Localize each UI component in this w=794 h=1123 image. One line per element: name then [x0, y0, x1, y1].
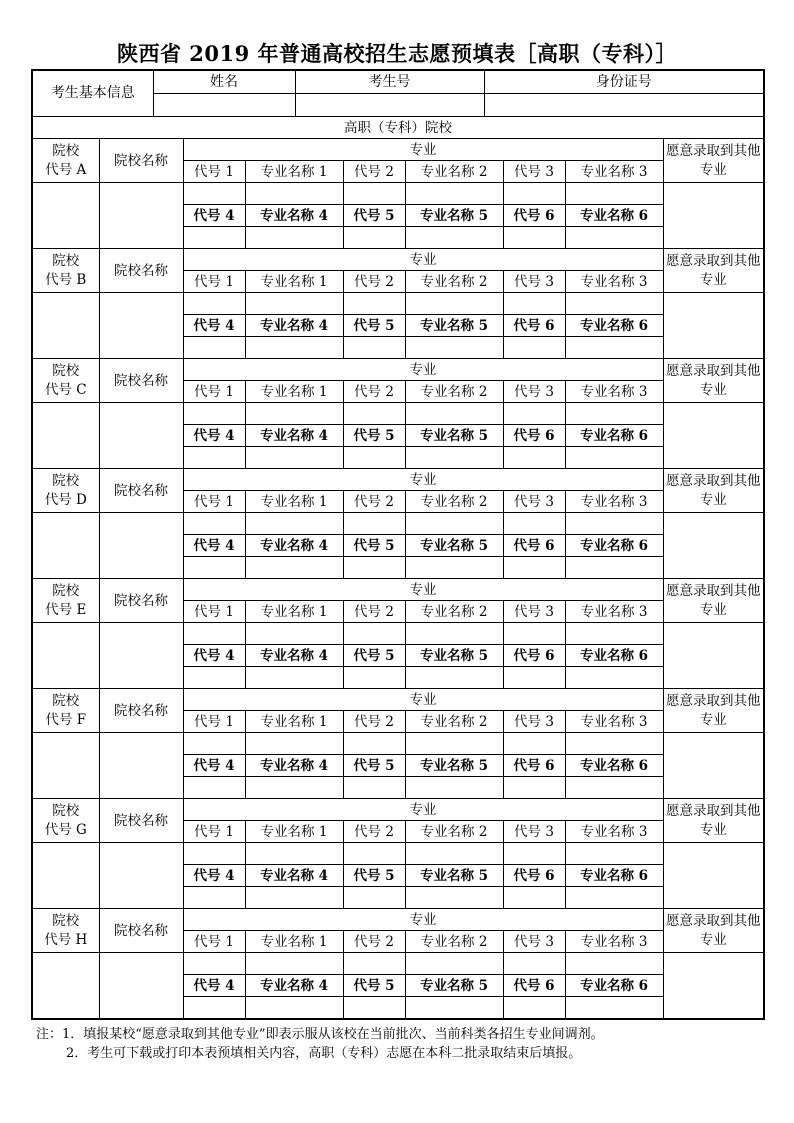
- major-header-c-4: 专业名称 2: [405, 381, 503, 403]
- major-field-c-6[interactable]: [343, 447, 405, 469]
- major-field-f-5[interactable]: [245, 777, 343, 799]
- school-code: 代号 A: [45, 161, 87, 178]
- major-field-g-8[interactable]: [503, 887, 565, 909]
- major-header-a-7: 专业名称 5: [405, 205, 503, 227]
- major-header-g-7: 专业名称 5: [405, 865, 503, 887]
- schools-table: [31, 116, 765, 1020]
- exam-number-label: 考生号: [295, 70, 484, 93]
- school-code-field-b[interactable]: [32, 293, 99, 359]
- school-code: 代号 D: [44, 491, 87, 508]
- school-name-field-b[interactable]: [99, 293, 183, 359]
- major-field-d-7[interactable]: [405, 557, 503, 579]
- major-label-g: 专业: [183, 799, 663, 821]
- school-code: 代号 E: [45, 601, 87, 618]
- school-code-label-h: [32, 909, 99, 953]
- major-header-e-5: 代号 3: [503, 601, 565, 623]
- major-label-e: 专业: [183, 579, 663, 601]
- school-name-field-f[interactable]: [99, 733, 183, 799]
- major-header-h-1: 代号 1: [183, 931, 245, 953]
- major-field-g-6[interactable]: [565, 843, 663, 865]
- major-header-f-5: 代号 3: [503, 711, 565, 733]
- major-header-g-4: 代号 4: [183, 865, 245, 887]
- major-field-g-5[interactable]: [245, 887, 343, 909]
- major-field-e-4[interactable]: [405, 623, 503, 645]
- major-field-g-3[interactable]: [343, 843, 405, 865]
- major-field-f-1[interactable]: [183, 733, 245, 755]
- major-header-c-3: 代号 2: [343, 381, 405, 403]
- school-name-label-d: 院校名称: [99, 469, 183, 513]
- major-header-g-9: 专业名称 6: [565, 865, 663, 887]
- major-field-f-6[interactable]: [565, 733, 663, 755]
- school-name-field-d[interactable]: [99, 513, 183, 579]
- adjust-field-g[interactable]: [663, 843, 764, 909]
- adjust-label-e: 愿意录取到其他专业: [663, 579, 764, 623]
- major-header-c-9: 专业名称 6: [565, 425, 663, 447]
- major-field-h-5[interactable]: [245, 997, 343, 1019]
- school-name-field-e[interactable]: [99, 623, 183, 689]
- major-header-c-8: 代号 6: [503, 425, 565, 447]
- major-header-b-7: 专业名称 5: [405, 315, 503, 337]
- major-field-a-3[interactable]: [343, 183, 405, 205]
- major-header-c-7: 专业名称 5: [405, 425, 503, 447]
- adjust-label-g: 愿意录取到其他专业: [663, 799, 764, 843]
- school-code-label-d: [32, 469, 99, 513]
- basic-info-table: [31, 69, 765, 117]
- major-header-e-6: 专业名称 3: [565, 601, 663, 623]
- major-header-f-6: 代号 5: [343, 755, 405, 777]
- adjust-label-a: 愿意录取到其他专业: [663, 139, 764, 183]
- major-header-g-5: 专业名称 4: [245, 865, 343, 887]
- school-code: 代号 B: [45, 271, 87, 288]
- school-code-field-e[interactable]: [32, 623, 99, 689]
- school-name-label-c: 院校名称: [99, 359, 183, 403]
- major-header-c-5: 代号 3: [503, 381, 565, 403]
- major-field-h-4[interactable]: [405, 953, 503, 975]
- school-code-field-d[interactable]: [32, 513, 99, 579]
- major-header-c-2: 专业名称 1: [245, 381, 343, 403]
- major-field-e-6[interactable]: [343, 667, 405, 689]
- major-header-b-8: 代号 6: [503, 315, 565, 337]
- major-header-d-2: 专业名称 1: [245, 491, 343, 513]
- major-header-c-1: 代号 1: [183, 381, 245, 403]
- school-code-field-h[interactable]: [32, 953, 99, 1019]
- major-field-c-9[interactable]: [565, 447, 663, 469]
- major-field-g-4[interactable]: [405, 843, 503, 865]
- school-name-field-a[interactable]: [99, 183, 183, 249]
- major-field-c-5[interactable]: [503, 403, 565, 425]
- major-header-h-4: 代号 4: [183, 975, 245, 997]
- major-label-h: 专业: [183, 909, 663, 931]
- school-code-prefix: 院校: [52, 802, 80, 819]
- major-field-b-6[interactable]: [343, 337, 405, 359]
- note-1: 注：1．填报某校“愿意录取到其他专业”即表示服从该校在当前批次、当前科类各招生专业间调剂。: [36, 1027, 604, 1042]
- major-field-h-8[interactable]: [503, 997, 565, 1019]
- major-header-e-2: 专业名称 1: [245, 601, 343, 623]
- major-header-f-4: 专业名称 2: [405, 711, 503, 733]
- major-header-a-4: 代号 4: [183, 205, 245, 227]
- major-field-e-9[interactable]: [565, 667, 663, 689]
- major-header-b-4: 代号 4: [183, 315, 245, 337]
- major-field-d-5[interactable]: [503, 513, 565, 535]
- major-label-a: 专业: [183, 139, 663, 161]
- school-name-label-a: 院校名称: [99, 139, 183, 183]
- major-header-f-6: 专业名称 3: [565, 711, 663, 733]
- major-field-h-1[interactable]: [183, 953, 245, 975]
- major-field-d-3[interactable]: [343, 513, 405, 535]
- school-code-label-g: [32, 799, 99, 843]
- school-name-field-c[interactable]: [99, 403, 183, 469]
- adjust-label-c: 愿意录取到其他专业: [663, 359, 764, 403]
- major-header-b-2: 专业名称 1: [245, 271, 343, 293]
- major-header-d-6: 代号 5: [343, 535, 405, 557]
- major-field-e-2[interactable]: [245, 623, 343, 645]
- major-header-d-4: 代号 4: [183, 535, 245, 557]
- major-field-d-6[interactable]: [343, 557, 405, 579]
- adjust-label-b: 愿意录取到其他专业: [663, 249, 764, 293]
- major-header-a-5: 专业名称 4: [245, 205, 343, 227]
- major-field-b-4[interactable]: [405, 293, 503, 315]
- major-field-c-4[interactable]: [405, 403, 503, 425]
- major-field-g-6[interactable]: [343, 887, 405, 909]
- major-label-f: 专业: [183, 689, 663, 711]
- major-field-f-5[interactable]: [503, 733, 565, 755]
- name-field[interactable]: [153, 93, 295, 116]
- major-header-g-3: 代号 2: [343, 821, 405, 843]
- school-code: 代号 C: [44, 381, 87, 398]
- major-field-f-6[interactable]: [343, 777, 405, 799]
- school-code-label-e: [32, 579, 99, 623]
- major-field-f-4[interactable]: [183, 777, 245, 799]
- major-field-c-8[interactable]: [503, 447, 565, 469]
- school-code-prefix: 院校: [52, 912, 80, 929]
- major-header-h-4: 专业名称 2: [405, 931, 503, 953]
- major-header-h-5: 代号 3: [503, 931, 565, 953]
- major-header-d-4: 专业名称 2: [405, 491, 503, 513]
- major-field-b-1[interactable]: [183, 293, 245, 315]
- major-field-g-4[interactable]: [183, 887, 245, 909]
- major-field-f-7[interactable]: [405, 777, 503, 799]
- major-header-h-9: 专业名称 6: [565, 975, 663, 997]
- major-header-g-6: 专业名称 3: [565, 821, 663, 843]
- major-field-c-2[interactable]: [245, 403, 343, 425]
- major-header-g-1: 代号 1: [183, 821, 245, 843]
- major-field-f-3[interactable]: [343, 733, 405, 755]
- notes: [36, 1025, 604, 1063]
- school-code-label-b: [32, 249, 99, 293]
- school-name-label-f: 院校名称: [99, 689, 183, 733]
- major-header-b-6: 代号 5: [343, 315, 405, 337]
- major-header-h-3: 代号 2: [343, 931, 405, 953]
- adjust-field-h[interactable]: [663, 953, 764, 1019]
- major-field-b-5[interactable]: [503, 293, 565, 315]
- major-field-h-9[interactable]: [565, 997, 663, 1019]
- school-code: 代号 G: [44, 821, 87, 838]
- major-header-d-9: 专业名称 6: [565, 535, 663, 557]
- major-field-g-9[interactable]: [565, 887, 663, 909]
- adjust-field-e[interactable]: [663, 623, 764, 689]
- major-field-h-4[interactable]: [183, 997, 245, 1019]
- exam-number-field[interactable]: [295, 93, 484, 116]
- major-header-b-1: 代号 1: [183, 271, 245, 293]
- major-field-e-6[interactable]: [565, 623, 663, 645]
- school-code-label-f: [32, 689, 99, 733]
- major-header-d-1: 代号 1: [183, 491, 245, 513]
- major-header-a-3: 代号 2: [343, 161, 405, 183]
- major-header-b-5: 专业名称 4: [245, 315, 343, 337]
- major-field-b-2[interactable]: [245, 293, 343, 315]
- major-field-d-5[interactable]: [245, 557, 343, 579]
- major-header-c-6: 专业名称 3: [565, 381, 663, 403]
- adjust-label-f: 愿意录取到其他专业: [663, 689, 764, 733]
- major-field-h-3[interactable]: [343, 953, 405, 975]
- major-field-e-3[interactable]: [343, 623, 405, 645]
- major-field-a-7[interactable]: [405, 227, 503, 249]
- major-field-a-8[interactable]: [503, 227, 565, 249]
- basic-info-label: 考生基本信息: [32, 70, 153, 116]
- major-field-g-5[interactable]: [503, 843, 565, 865]
- major-header-d-3: 代号 2: [343, 491, 405, 513]
- major-header-d-5: 专业名称 4: [245, 535, 343, 557]
- major-header-e-5: 专业名称 4: [245, 645, 343, 667]
- major-field-b-6[interactable]: [565, 293, 663, 315]
- major-header-g-6: 代号 5: [343, 865, 405, 887]
- major-field-d-1[interactable]: [183, 513, 245, 535]
- major-header-a-5: 代号 3: [503, 161, 565, 183]
- major-label-b: 专业: [183, 249, 663, 271]
- major-field-f-8[interactable]: [503, 777, 565, 799]
- major-field-d-8[interactable]: [503, 557, 565, 579]
- major-label-d: 专业: [183, 469, 663, 491]
- school-code-prefix: 院校: [52, 142, 80, 159]
- name-label: 姓名: [153, 70, 295, 93]
- major-header-b-9: 专业名称 6: [565, 315, 663, 337]
- major-field-e-8[interactable]: [503, 667, 565, 689]
- major-field-d-4[interactable]: [405, 513, 503, 535]
- major-field-h-7[interactable]: [405, 997, 503, 1019]
- school-name-label-g: 院校名称: [99, 799, 183, 843]
- school-code-field-c[interactable]: [32, 403, 99, 469]
- major-header-c-6: 代号 5: [343, 425, 405, 447]
- major-field-e-5[interactable]: [503, 623, 565, 645]
- major-header-b-3: 代号 2: [343, 271, 405, 293]
- major-header-h-8: 代号 6: [503, 975, 565, 997]
- section-title: 高职（专科）院校: [32, 117, 764, 139]
- major-header-f-4: 代号 4: [183, 755, 245, 777]
- school-code-prefix: 院校: [52, 252, 80, 269]
- major-header-a-4: 专业名称 2: [405, 161, 503, 183]
- major-field-h-5[interactable]: [503, 953, 565, 975]
- major-field-d-9[interactable]: [565, 557, 663, 579]
- major-field-f-2[interactable]: [245, 733, 343, 755]
- major-field-c-6[interactable]: [565, 403, 663, 425]
- school-code-field-f[interactable]: [32, 733, 99, 799]
- major-header-e-6: 代号 5: [343, 645, 405, 667]
- adjust-field-c[interactable]: [663, 403, 764, 469]
- major-field-c-7[interactable]: [405, 447, 503, 469]
- major-field-g-1[interactable]: [183, 843, 245, 865]
- major-header-a-8: 代号 6: [503, 205, 565, 227]
- major-header-e-8: 代号 6: [503, 645, 565, 667]
- major-label-c: 专业: [183, 359, 663, 381]
- school-code-prefix: 院校: [52, 362, 80, 379]
- major-header-f-7: 专业名称 5: [405, 755, 503, 777]
- major-header-a-6: 代号 5: [343, 205, 405, 227]
- major-field-c-3[interactable]: [343, 403, 405, 425]
- major-header-e-4: 代号 4: [183, 645, 245, 667]
- major-header-h-7: 专业名称 5: [405, 975, 503, 997]
- major-field-h-6[interactable]: [565, 953, 663, 975]
- major-header-g-5: 代号 3: [503, 821, 565, 843]
- school-code-prefix: 院校: [52, 582, 80, 599]
- id-number-field[interactable]: [484, 93, 764, 116]
- adjust-label-d: 愿意录取到其他专业: [663, 469, 764, 513]
- adjust-field-b[interactable]: [663, 293, 764, 359]
- major-header-c-4: 代号 4: [183, 425, 245, 447]
- school-name-field-h[interactable]: [99, 953, 183, 1019]
- major-field-e-7[interactable]: [405, 667, 503, 689]
- major-field-a-4[interactable]: [405, 183, 503, 205]
- major-header-f-5: 专业名称 4: [245, 755, 343, 777]
- major-header-h-6: 代号 5: [343, 975, 405, 997]
- major-header-a-2: 专业名称 1: [245, 161, 343, 183]
- major-field-b-5[interactable]: [245, 337, 343, 359]
- major-field-a-4[interactable]: [183, 227, 245, 249]
- school-code-field-g[interactable]: [32, 843, 99, 909]
- major-header-a-9: 专业名称 6: [565, 205, 663, 227]
- major-field-c-1[interactable]: [183, 403, 245, 425]
- school-name-label-b: 院校名称: [99, 249, 183, 293]
- major-field-b-9[interactable]: [565, 337, 663, 359]
- major-field-f-9[interactable]: [565, 777, 663, 799]
- major-field-a-6[interactable]: [565, 183, 663, 205]
- school-code: 代号 F: [45, 711, 87, 728]
- major-field-c-4[interactable]: [183, 447, 245, 469]
- major-field-g-7[interactable]: [405, 887, 503, 909]
- major-header-d-5: 代号 3: [503, 491, 565, 513]
- school-code-prefix: 院校: [52, 692, 80, 709]
- major-header-g-2: 专业名称 1: [245, 821, 343, 843]
- major-field-d-6[interactable]: [565, 513, 663, 535]
- major-header-e-3: 代号 2: [343, 601, 405, 623]
- major-field-a-9[interactable]: [565, 227, 663, 249]
- major-header-e-4: 专业名称 2: [405, 601, 503, 623]
- major-field-a-5[interactable]: [245, 227, 343, 249]
- adjust-label-h: 愿意录取到其他专业: [663, 909, 764, 953]
- school-name-label-h: 院校名称: [99, 909, 183, 953]
- major-header-b-6: 专业名称 3: [565, 271, 663, 293]
- major-field-c-5[interactable]: [245, 447, 343, 469]
- major-field-d-2[interactable]: [245, 513, 343, 535]
- major-header-d-7: 专业名称 5: [405, 535, 503, 557]
- note-2: 2．考生可下载或打印本表预填相关内容，高职（专科）志愿在本科二批录取结束后填报。: [66, 1046, 582, 1061]
- school-code-label-c: [32, 359, 99, 403]
- major-header-e-1: 代号 1: [183, 601, 245, 623]
- major-header-g-8: 代号 6: [503, 865, 565, 887]
- major-header-c-5: 专业名称 4: [245, 425, 343, 447]
- major-header-f-3: 代号 2: [343, 711, 405, 733]
- school-code-prefix: 院校: [52, 472, 80, 489]
- school-code: 代号 H: [44, 931, 88, 948]
- major-field-e-4[interactable]: [183, 667, 245, 689]
- major-field-g-2[interactable]: [245, 843, 343, 865]
- major-field-b-3[interactable]: [343, 293, 405, 315]
- major-header-f-1: 代号 1: [183, 711, 245, 733]
- major-field-b-7[interactable]: [405, 337, 503, 359]
- major-header-e-7: 专业名称 5: [405, 645, 503, 667]
- major-header-f-9: 专业名称 6: [565, 755, 663, 777]
- major-header-h-2: 专业名称 1: [245, 931, 343, 953]
- major-field-e-1[interactable]: [183, 623, 245, 645]
- major-field-e-5[interactable]: [245, 667, 343, 689]
- school-name-field-g[interactable]: [99, 843, 183, 909]
- major-header-h-6: 专业名称 3: [565, 931, 663, 953]
- major-field-b-8[interactable]: [503, 337, 565, 359]
- major-header-a-1: 代号 1: [183, 161, 245, 183]
- major-header-b-5: 代号 3: [503, 271, 565, 293]
- major-field-d-4[interactable]: [183, 557, 245, 579]
- major-header-e-9: 专业名称 6: [565, 645, 663, 667]
- school-code-field-a[interactable]: [32, 183, 99, 249]
- major-header-a-6: 专业名称 3: [565, 161, 663, 183]
- adjust-field-a[interactable]: [663, 183, 764, 249]
- major-header-g-4: 专业名称 2: [405, 821, 503, 843]
- major-header-h-5: 专业名称 4: [245, 975, 343, 997]
- adjust-field-f[interactable]: [663, 733, 764, 799]
- major-field-a-5[interactable]: [503, 183, 565, 205]
- major-field-a-6[interactable]: [343, 227, 405, 249]
- major-header-f-2: 专业名称 1: [245, 711, 343, 733]
- major-header-d-6: 专业名称 3: [565, 491, 663, 513]
- school-code-label-a: [32, 139, 99, 183]
- major-field-h-6[interactable]: [343, 997, 405, 1019]
- major-field-f-4[interactable]: [405, 733, 503, 755]
- major-field-a-1[interactable]: [183, 183, 245, 205]
- page-title: 陕西省 2019 年普通高校招生志愿预填表［高职（专科）］: [116, 41, 678, 66]
- major-field-h-2[interactable]: [245, 953, 343, 975]
- major-header-d-8: 代号 6: [503, 535, 565, 557]
- major-header-b-4: 专业名称 2: [405, 271, 503, 293]
- school-name-label-e: 院校名称: [99, 579, 183, 623]
- adjust-field-d[interactable]: [663, 513, 764, 579]
- id-number-label: 身份证号: [484, 70, 764, 93]
- major-field-b-4[interactable]: [183, 337, 245, 359]
- major-field-a-2[interactable]: [245, 183, 343, 205]
- major-header-f-8: 代号 6: [503, 755, 565, 777]
